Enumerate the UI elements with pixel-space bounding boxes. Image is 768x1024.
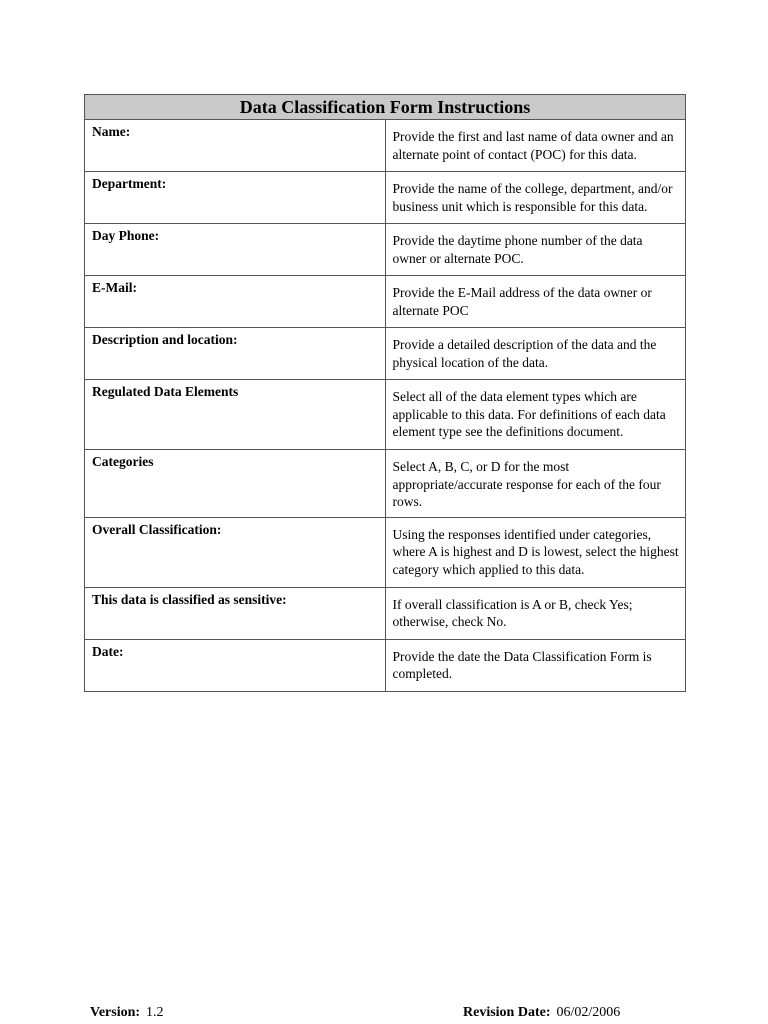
row-label: Day Phone: xyxy=(85,224,386,276)
row-description: If overall classification is A or B, check Yes; otherwise, check No. xyxy=(385,587,686,639)
version-value: 1.2 xyxy=(146,1005,164,1020)
row-sensitive xyxy=(85,587,686,639)
row-description: Select A, B, C, or D for the most appropriate/accurate response for each of the four rows. xyxy=(385,450,686,518)
row-label: E-Mail: xyxy=(85,276,386,328)
row-label: Date: xyxy=(85,639,386,691)
row-day-phone xyxy=(85,224,686,276)
row-description: Provide the first and last name of data owner and an alternate point of contact (POC) for this data. xyxy=(385,120,686,172)
row-label: Description and location: xyxy=(85,328,386,380)
row-description-location xyxy=(85,328,686,380)
row-description: Using the responses identified under categories, where A is highest and D is lowest, select the highest category which applied to this data. xyxy=(385,517,686,587)
row-description: Select all of the data element types which are applicable to this data. For definitions of each data element type see the definitions document. xyxy=(385,380,686,450)
row-label: This data is classified as sensitive: xyxy=(85,587,386,639)
row-name xyxy=(85,120,686,172)
row-label: Name: xyxy=(85,120,386,172)
title-row xyxy=(85,95,686,120)
row-label: Regulated Data Elements xyxy=(85,380,386,450)
revision-date-label: Revision Date: xyxy=(463,1005,551,1020)
row-description: Provide the E-Mail address of the data owner or alternate POC xyxy=(385,276,686,328)
row-description: Provide the name of the college, department, and/or business unit which is responsible for this data. xyxy=(385,172,686,224)
row-label: Categories xyxy=(85,450,386,518)
row-overall-classification xyxy=(85,517,686,587)
row-label: Department: xyxy=(85,172,386,224)
row-description: Provide the date the Data Classification Form is completed. xyxy=(385,639,686,691)
row-label: Overall Classification: xyxy=(85,517,386,587)
version-footer xyxy=(90,1005,164,1021)
row-regulated-data-elements xyxy=(85,380,686,450)
row-categories xyxy=(85,450,686,518)
row-department xyxy=(85,172,686,224)
row-description: Provide the daytime phone number of the data owner or alternate POC. xyxy=(385,224,686,276)
row-email xyxy=(85,276,686,328)
revision-footer xyxy=(463,1005,620,1021)
form-title: Data Classification Form Instructions xyxy=(85,95,686,120)
version-label: Version: xyxy=(90,1005,141,1020)
row-date xyxy=(85,639,686,691)
instructions-table xyxy=(84,94,686,692)
row-description: Provide a detailed description of the data and the physical location of the data. xyxy=(385,328,686,380)
revision-date-value: 06/02/2006 xyxy=(556,1005,621,1020)
